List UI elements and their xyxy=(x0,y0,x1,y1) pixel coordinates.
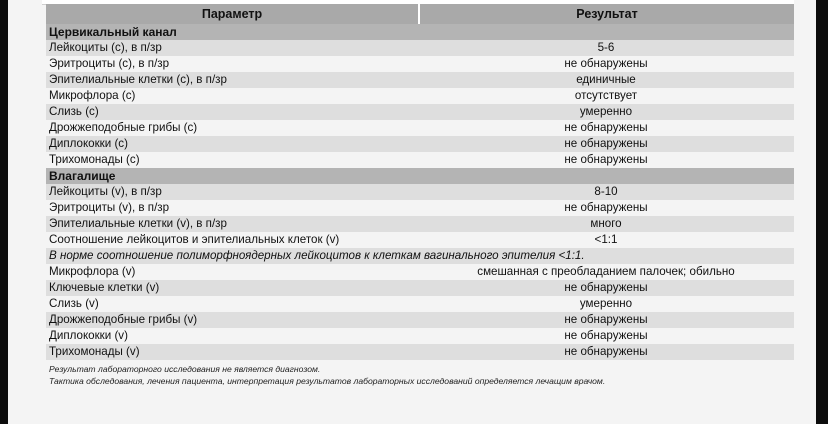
row-result: не обнаружены xyxy=(564,137,648,150)
row-param: Микрофлора (c) xyxy=(49,89,136,102)
row-result: умеренно xyxy=(579,105,633,118)
row-result: смешанная с преобладанием палочек; обильно xyxy=(477,265,735,278)
table-row xyxy=(46,280,794,296)
row-param: Трихомонады (c) xyxy=(49,153,140,166)
table-row xyxy=(46,200,794,216)
section-title-vaginal: Влагалище xyxy=(46,168,794,184)
table-row xyxy=(46,344,794,360)
table-row xyxy=(46,232,794,248)
row-result: не обнаружены xyxy=(564,345,648,358)
document-page xyxy=(8,0,816,424)
table-row xyxy=(46,328,794,344)
row-result: отсутствует xyxy=(574,89,638,102)
row-param: Слизь (v) xyxy=(49,297,99,310)
header-result: Результат xyxy=(576,7,638,21)
row-result: не обнаружены xyxy=(564,281,648,294)
row-result: много xyxy=(590,217,622,230)
table-row xyxy=(46,152,794,168)
table-row xyxy=(46,264,794,280)
row-param: Ключевые клетки (v) xyxy=(49,281,160,294)
table-row xyxy=(46,296,794,312)
section-title-cervical: Цервикальный канал xyxy=(46,24,794,40)
table-header xyxy=(46,4,794,24)
row-param: Микрофлора (v) xyxy=(49,265,136,278)
row-result: не обнаружены xyxy=(564,201,648,214)
row-result: единичные xyxy=(576,73,636,86)
table-row xyxy=(46,184,794,200)
row-param: Эритроциты (c), в п/зр xyxy=(49,57,170,70)
footer-line-diagnosis: Результат лабораторного исследования не является диагнозом. xyxy=(49,364,321,374)
row-result: 8-10 xyxy=(594,185,618,198)
ratio-norm-note: В норме соотношение полиморфноядерных лейкоцитов к клеткам вагинального эпителия <1:1. xyxy=(46,248,794,264)
table-row xyxy=(46,104,794,120)
row-param: Дрожжеподобные грибы (v) xyxy=(49,313,198,326)
row-result: не обнаружены xyxy=(564,57,648,70)
row-result: не обнаружены xyxy=(564,329,648,342)
row-param: Слизь (c) xyxy=(49,105,99,118)
row-result: не обнаружены xyxy=(564,313,648,326)
table-row xyxy=(46,72,794,88)
table-row xyxy=(46,312,794,328)
row-param: Трихомонады (v) xyxy=(49,345,140,358)
row-result: не обнаружены xyxy=(564,153,648,166)
row-result: умеренно xyxy=(579,297,633,310)
table-row xyxy=(46,120,794,136)
row-param: Соотношение лейкоцитов и эпителиальных клеток (v) xyxy=(49,233,340,246)
row-param: Лейкоциты (v), в п/зр xyxy=(49,185,162,198)
table-row xyxy=(46,216,794,232)
row-param: Эпителиальные клетки (v), в п/зр xyxy=(49,217,227,230)
row-param: Лейкоциты (c), в п/зр xyxy=(49,41,162,54)
table-row xyxy=(46,40,794,56)
row-param: Эритроциты (v), в п/зр xyxy=(49,201,170,214)
row-result: не обнаружены xyxy=(564,121,648,134)
row-param: Дрожжеподобные грибы (c) xyxy=(49,121,198,134)
row-param: Диплококки (c) xyxy=(49,137,128,150)
row-result: 5-6 xyxy=(597,41,615,54)
table-row xyxy=(46,56,794,72)
row-param: Эпителиальные клетки (c), в п/зр xyxy=(49,73,227,86)
row-param: Диплококки (v) xyxy=(49,329,128,342)
header-param: Параметр xyxy=(46,4,420,24)
table-row xyxy=(46,136,794,152)
table-row xyxy=(46,88,794,104)
footer-line-tactics: Тактика обследования, лечения пациента, интерпретация результатов лабораторных исследований определяется лечащим врачом. xyxy=(49,376,606,386)
row-result: <1:1 xyxy=(594,233,618,246)
footer-disclaimer xyxy=(46,363,794,387)
results-table xyxy=(46,4,794,387)
